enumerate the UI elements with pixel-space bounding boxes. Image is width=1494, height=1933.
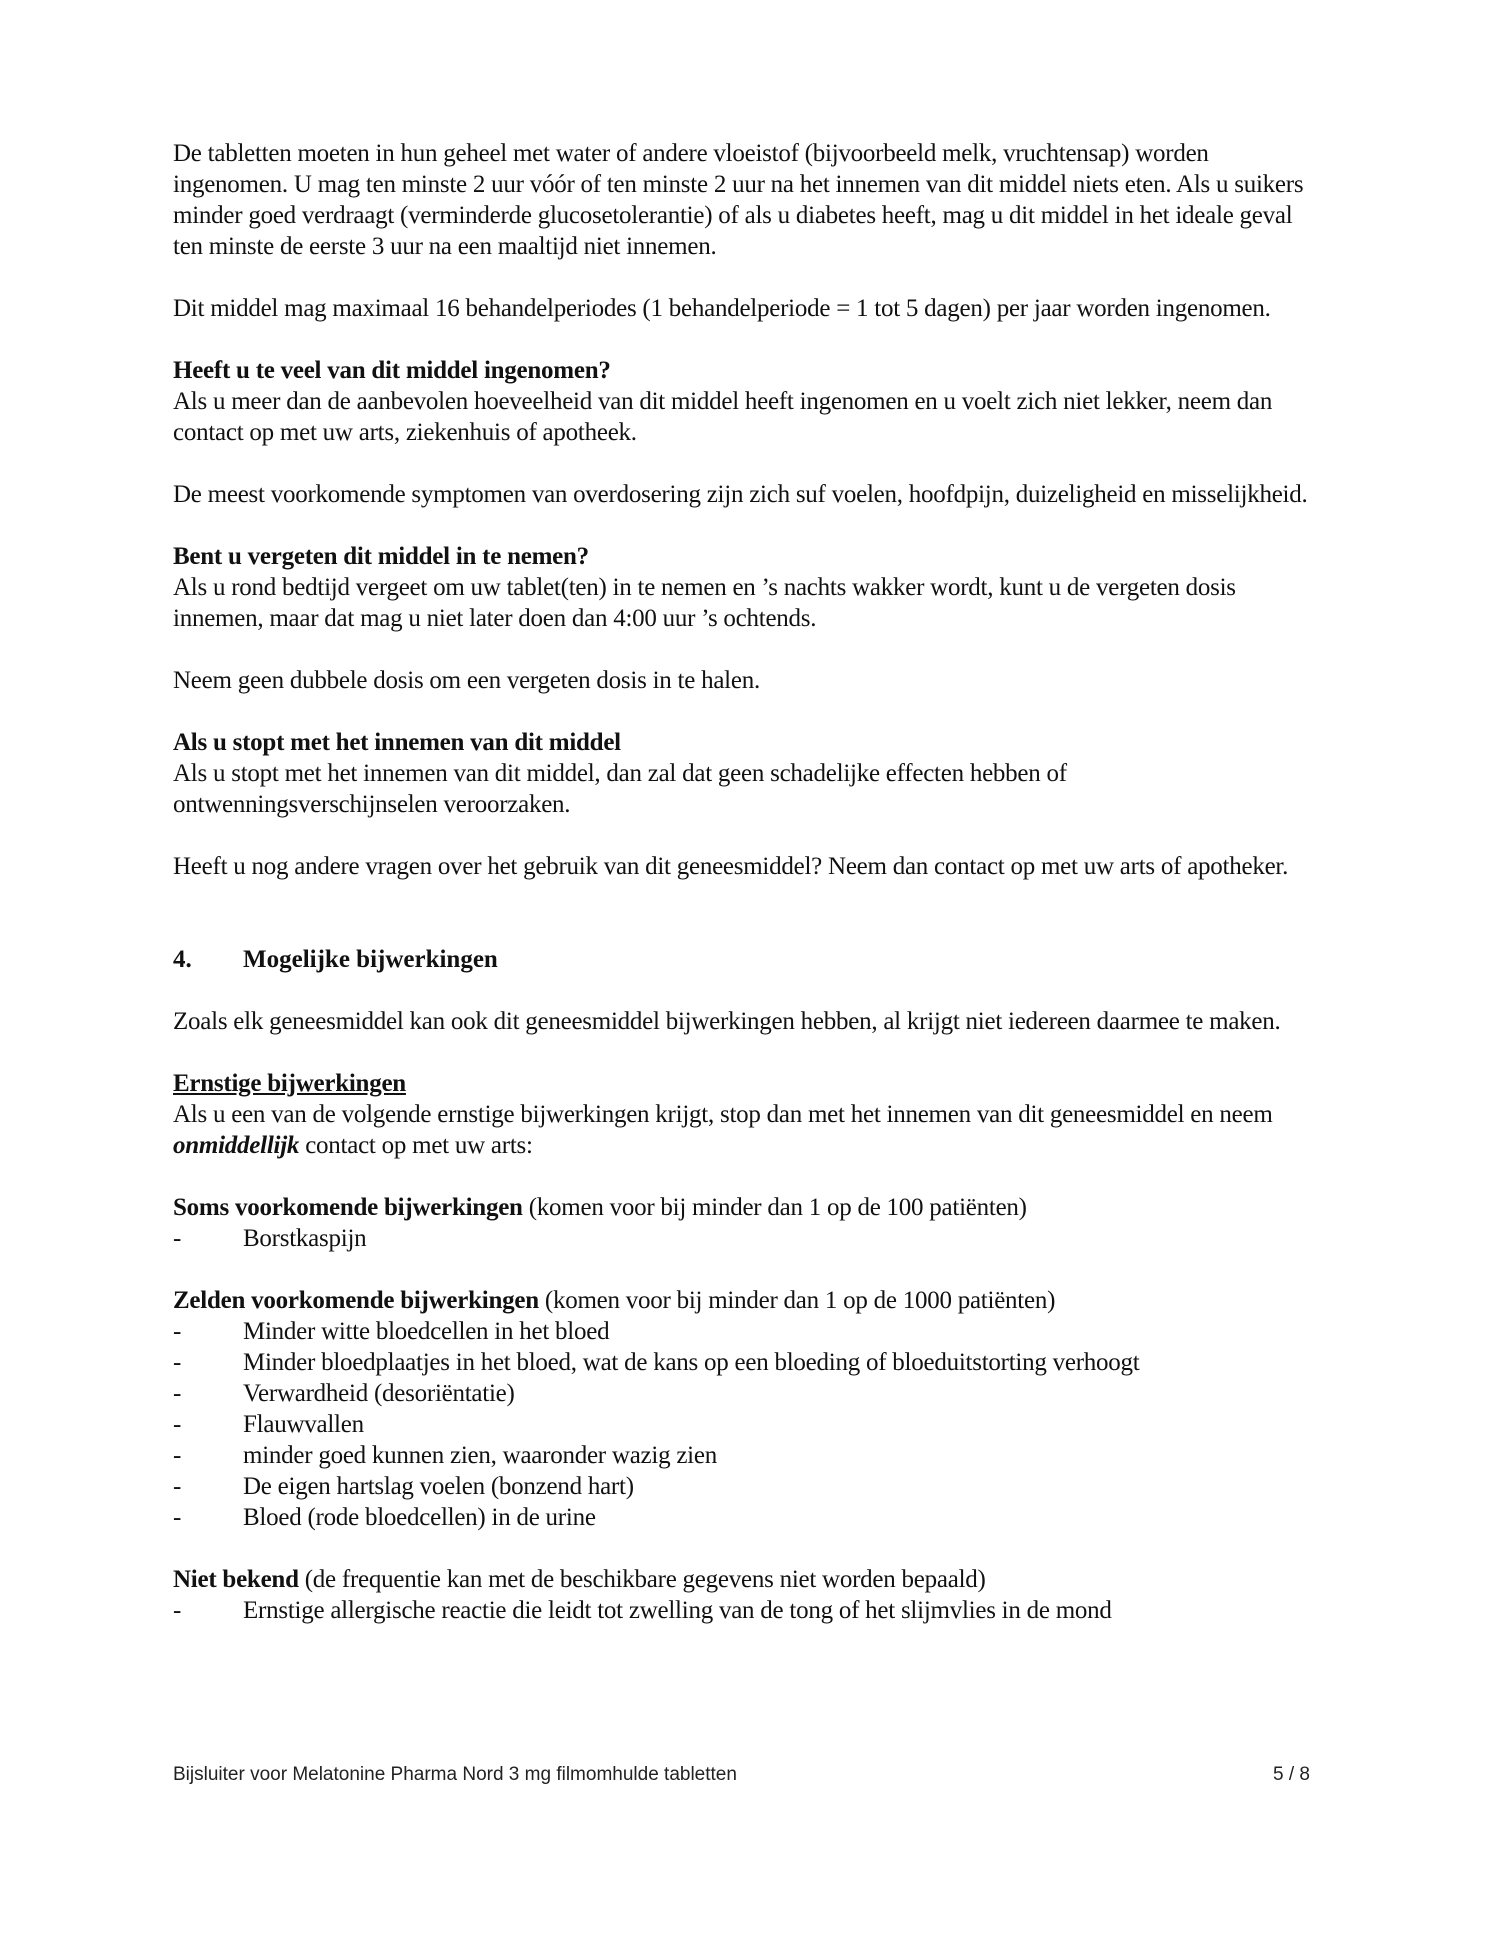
list-uncommon <box>173 1223 1323 1254</box>
list-item-text: Verwardheid (desoriëntatie) <box>243 1380 515 1407</box>
section-number: 4. <box>173 946 192 973</box>
dash-bullet: - <box>173 1411 182 1438</box>
paragraph-forgotten: Als u rond bedtijd vergeet om uw tablet(ten) in te nemen en ’s nachts wakker wordt, kunt u de vergeten dosis innemen, maar dat mag u niet later doen dan 4:00 uur ’s ochtends. <box>173 574 1236 632</box>
paragraph-double-dose: Neem geen dubbele dosis om een vergeten dosis in te halen. <box>173 667 760 694</box>
paragraph-serious-instructions <box>173 1099 1323 1161</box>
paragraph-overdose: Als u meer dan de aanbevolen hoeveelheid van dit middel heeft ingenomen en u voelt zich niet lekker, neem dan contact op met uw arts, ziekenhuis of apotheek. <box>173 388 1273 446</box>
frequency-label: Niet bekend <box>173 1566 299 1593</box>
heading-serious-side-effects: Ernstige bijwerkingen <box>173 1070 406 1097</box>
dash-bullet: - <box>173 1442 182 1469</box>
dash-bullet: - <box>173 1349 182 1376</box>
list-item <box>173 1378 1323 1409</box>
list-item <box>173 1502 1323 1533</box>
dash-bullet: - <box>173 1473 182 1500</box>
list-item-text: Ernstige allergische reactie die leidt tot zwelling van de tong of het slijmvlies in de mond <box>243 1597 1112 1624</box>
frequency-note: (komen voor bij minder dan 1 op de 100 patiënten) <box>522 1194 1027 1221</box>
serious-text-before: Als u een van de volgende ernstige bijwerkingen krijgt, stop dan met het innemen van dit geneesmiddel en neem <box>173 1101 1273 1128</box>
heading-stopping: Als u stopt met het innemen van dit middel <box>173 729 621 756</box>
list-item-text: Borstkaspijn <box>243 1225 367 1252</box>
list-item <box>173 1409 1323 1440</box>
dash-bullet: - <box>173 1225 182 1252</box>
frequency-rare <box>173 1285 1323 1316</box>
list-item-text: minder goed kunnen zien, waaronder wazig zien <box>243 1442 717 1469</box>
heading-forgotten: Bent u vergeten dit middel in te nemen? <box>173 543 589 570</box>
frequency-label: Zelden voorkomende bijwerkingen <box>173 1287 539 1314</box>
serious-text-emphasis: onmiddellijk <box>173 1132 300 1159</box>
list-item <box>173 1316 1323 1347</box>
frequency-note: (komen voor bij minder dan 1 op de 1000 patiënten) <box>538 1287 1056 1314</box>
list-item <box>173 1223 1323 1254</box>
frequency-note: (de frequentie kan met de beschikbare gegevens niet worden bepaald) <box>298 1566 986 1593</box>
frequency-uncommon <box>173 1192 1323 1223</box>
list-item-text: Minder bloedplaatjes in het bloed, wat de kans op een bloeding of bloeduitstorting verhoogt <box>243 1349 1140 1376</box>
dash-bullet: - <box>173 1597 182 1624</box>
list-item <box>173 1440 1323 1471</box>
heading-overdose: Heeft u te veel van dit middel ingenomen? <box>173 357 611 384</box>
paragraph-side-effects-intro: Zoals elk geneesmiddel kan ook dit geneesmiddel bijwerkingen hebben, al krijgt niet iedereen daarmee te maken. <box>173 1008 1281 1035</box>
frequency-unknown <box>173 1564 1323 1595</box>
page-number: 5 / 8 <box>1273 1764 1310 1785</box>
page-footer <box>173 1764 1310 1786</box>
list-item-text: De eigen hartslag voelen (bonzend hart) <box>243 1473 634 1500</box>
document-page <box>173 138 1323 1626</box>
list-item-text: Minder witte bloedcellen in het bloed <box>243 1318 610 1345</box>
list-item <box>173 1595 1323 1626</box>
list-item-text: Bloed (rode bloedcellen) in de urine <box>243 1504 596 1531</box>
dash-bullet: - <box>173 1318 182 1345</box>
list-item-text: Flauwvallen <box>243 1411 364 1438</box>
paragraph-max-periods: Dit middel mag maximaal 16 behandelperiodes (1 behandelperiode = 1 tot 5 dagen) per jaar worden ingenomen. <box>173 295 1271 322</box>
paragraph-stopping: Als u stopt met het innemen van dit middel, dan zal dat geen schadelijke effecten hebben of ontwenningsverschijnselen veroorzaken. <box>173 760 1067 818</box>
paragraph-overdose-symptoms: De meest voorkomende symptomen van overdosering zijn zich suf voelen, hoofdpijn, duizeligheid en misselijkheid. <box>173 481 1308 508</box>
list-unknown <box>173 1595 1323 1626</box>
list-item <box>173 1347 1323 1378</box>
dash-bullet: - <box>173 1504 182 1531</box>
list-item <box>173 1471 1323 1502</box>
section-title: Mogelijke bijwerkingen <box>243 946 498 973</box>
section-4-heading <box>173 944 1323 975</box>
dash-bullet: - <box>173 1380 182 1407</box>
frequency-label: Soms voorkomende bijwerkingen <box>173 1194 523 1221</box>
list-rare <box>173 1316 1323 1533</box>
serious-text-after: contact op met uw arts: <box>299 1132 533 1159</box>
paragraph-questions: Heeft u nog andere vragen over het gebruik van dit geneesmiddel? Neem dan contact op met uw arts of apotheker. <box>173 853 1289 880</box>
footer-title: Bijsluiter voor Melatonine Pharma Nord 3 mg filmomhulde tabletten <box>173 1764 737 1785</box>
paragraph-intake: De tabletten moeten in hun geheel met water of andere vloeistof (bijvoorbeeld melk, vruchtensap) worden ingenomen. U mag ten minste 2 uur vóór of ten minste 2 uur na het innemen van dit middel niets eten. Als u suikers minder goed verdraagt (verminderde glucosetolerantie) of als u diabetes heeft, mag u dit middel in het ideale geval ten minste de eerste 3 uur na een maaltijd niet innemen. <box>173 140 1304 260</box>
